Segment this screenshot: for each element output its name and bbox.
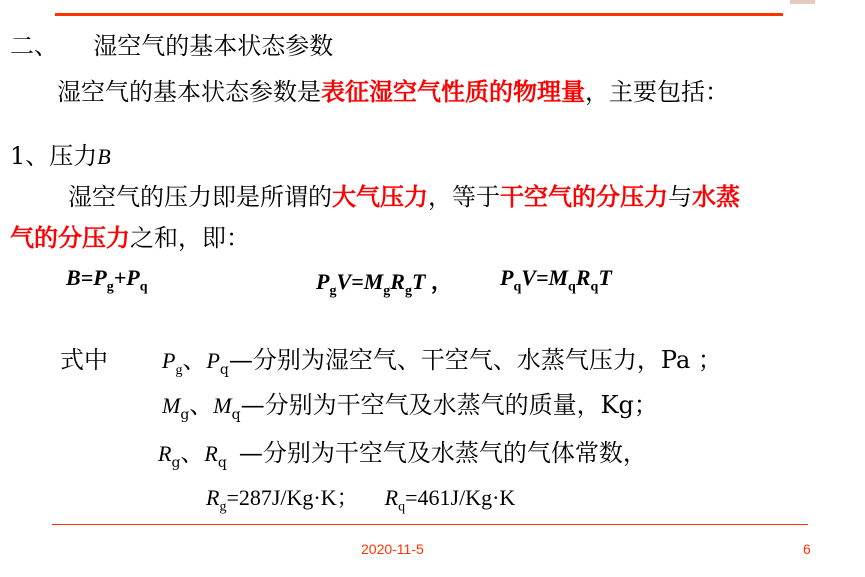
definition-row-mass: $M_g$、$M_q—$分别为干空气及水蒸气的质量，Kg； bbox=[162, 391, 658, 423]
intro-text: 湿空气的基本状态参数是 bbox=[57, 78, 321, 106]
subsection-prefix: 1、压力 bbox=[10, 142, 98, 170]
page-number: 6 bbox=[803, 541, 811, 557]
intro-line bbox=[57, 72, 729, 107]
para-text: 湿空气的压力即是所谓的 bbox=[68, 183, 332, 211]
top-divider bbox=[55, 13, 783, 16]
paragraph-line-1 bbox=[68, 177, 740, 212]
formula-dry-air-state: $P_gV=M_gR_gT$ ， bbox=[316, 269, 453, 299]
footer-date: 2020-11-5 bbox=[361, 541, 424, 557]
corner-mark bbox=[790, 0, 815, 4]
subsection-symbol: B bbox=[97, 144, 111, 169]
para-text: 之和，即： bbox=[130, 224, 250, 252]
formula-vapor-state: $P_qV=M_qR_qT$ bbox=[500, 265, 612, 295]
intro-tail: ，主要包括： bbox=[585, 78, 729, 106]
intro-highlight: 表征湿空气性质的物理量 bbox=[321, 77, 585, 106]
para-highlight: 干空气的分压力 bbox=[500, 182, 668, 211]
paragraph-line-2 bbox=[10, 218, 250, 253]
para-highlight: 气的分压力 bbox=[10, 223, 130, 252]
para-highlight: 水蒸 bbox=[692, 182, 740, 211]
para-highlight: 大气压力 bbox=[332, 182, 428, 211]
para-text: 与 bbox=[668, 183, 692, 211]
bottom-divider bbox=[52, 524, 808, 525]
subsection-title bbox=[10, 136, 111, 171]
heading-title: 湿空气的基本状态参数 bbox=[93, 32, 334, 60]
definition-row-values: $R_g=287J/Kg\cdot K$； $R_q=461J/Kg\cdot K$ bbox=[206, 485, 516, 515]
heading-number: 二、 bbox=[10, 32, 58, 60]
section-heading bbox=[10, 26, 333, 61]
definitions-label: 式中 bbox=[60, 346, 108, 374]
definition-row-gas-constant: $R_g$、$R_q$ —分别为干空气及水蒸气的气体常数， bbox=[158, 439, 647, 471]
definition-row-pressure: $P_g$、$P_q—$分别为湿空气、干空气、水蒸气压力，Pa ； bbox=[162, 346, 722, 378]
formula-pressure-sum: $B=P_g+P_q$ bbox=[66, 265, 148, 295]
para-text: ，等于 bbox=[428, 183, 500, 211]
